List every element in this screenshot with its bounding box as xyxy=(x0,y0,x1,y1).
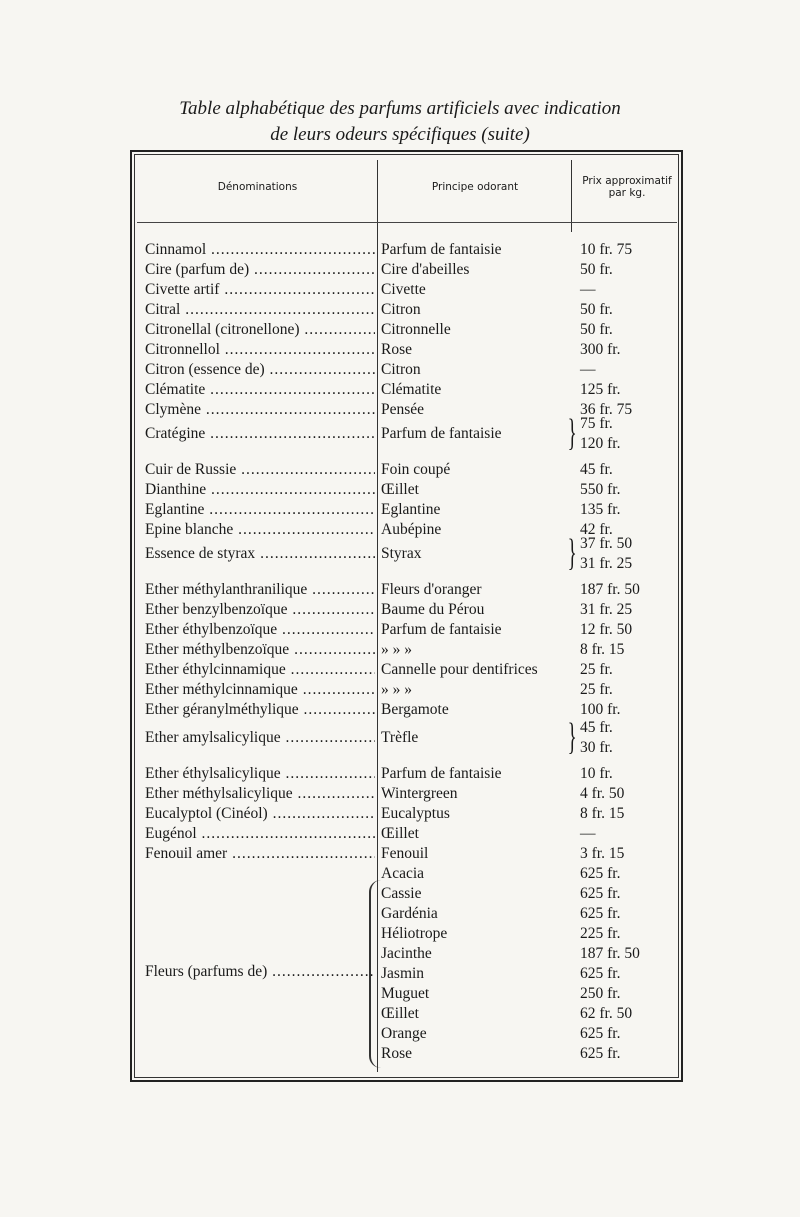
row-principle: Baume du Pérou xyxy=(381,601,485,618)
row-price: 31 fr. 25 xyxy=(580,601,633,618)
row-price: 250 fr. xyxy=(580,985,621,1002)
header-principe: Principe odorant xyxy=(431,181,519,193)
row-principle: Parfum de fantaisie xyxy=(381,425,502,442)
row-principle: Aubépine xyxy=(381,521,442,538)
row-name: Ether amylsalicylique ..... xyxy=(145,728,375,748)
row-price: 10 fr. xyxy=(580,765,613,782)
row-price: 12 fr. 50 xyxy=(580,621,633,638)
row-principle: Civette xyxy=(381,281,426,298)
row-principle: Cassie xyxy=(381,885,422,902)
row-principle: Héliotrope xyxy=(381,925,448,942)
row-name: Citral ..... xyxy=(145,300,375,320)
row-principle: Parfum de fantaisie xyxy=(381,621,502,638)
row-name: Ether géranylméthylique ..... xyxy=(145,700,375,720)
row-principle: Rose xyxy=(381,341,412,358)
row-principle: Eglantine xyxy=(381,501,441,518)
row-principle: Muguet xyxy=(381,985,430,1002)
row-principle: Acacia xyxy=(381,865,425,882)
row-principle: Orange xyxy=(381,1025,427,1042)
row-price: — xyxy=(580,281,596,298)
brace-icon: } xyxy=(567,532,577,574)
row-principle: Wintergreen xyxy=(381,785,458,802)
row-name: Cinnamol ..... xyxy=(145,240,375,260)
header-prix-line-2: par kg. xyxy=(608,187,646,199)
row-price: 625 fr. xyxy=(580,885,621,902)
row-name: Fenouil amer ..... xyxy=(145,844,375,864)
row-price: 75 fr. xyxy=(580,415,613,432)
row-principle: » » » xyxy=(381,681,412,698)
row-name: Dianthine ..... xyxy=(145,480,375,500)
row-principle: Parfum de fantaisie xyxy=(381,765,502,782)
row-name: Eglantine ..... xyxy=(145,500,375,520)
row-name: Citronnellol ..... xyxy=(145,340,375,360)
row-principle: Bergamote xyxy=(381,701,449,718)
row-price: 36 fr. 75 xyxy=(580,401,633,418)
row-price: 100 fr. xyxy=(580,701,621,718)
title-line-2: de leurs odeurs spécifiques (suite) xyxy=(270,124,530,145)
row-price: 4 fr. 50 xyxy=(580,785,625,802)
row-price: 125 fr. xyxy=(580,381,621,398)
row-name: Citron (essence de) ..... xyxy=(145,360,375,380)
row-price-2: 31 fr. 25 xyxy=(580,555,633,572)
row-principle: Œillet xyxy=(381,825,419,842)
row-name: Ether méthylcinnamique ..... xyxy=(145,680,375,700)
row-principle: Eucalyptus xyxy=(381,805,450,822)
row-price: 550 fr. xyxy=(580,481,621,498)
row-principle: Trèfle xyxy=(381,729,419,746)
row-price-2: 120 fr. xyxy=(580,435,621,452)
row-price: 45 fr. xyxy=(580,719,613,736)
row-price: 3 fr. 15 xyxy=(580,845,625,862)
row-price: 45 fr. xyxy=(580,461,613,478)
row-name: Ether éthylcinnamique ..... xyxy=(145,660,375,680)
row-price: 50 fr. xyxy=(580,301,613,318)
page-title xyxy=(0,96,800,148)
row-price-2: 30 fr. xyxy=(580,739,613,756)
row-name: Clématite ..... xyxy=(145,380,375,400)
row-name: Ether éthylbenzoïque ..... xyxy=(145,620,375,640)
row-price: 625 fr. xyxy=(580,965,621,982)
row-price: 625 fr. xyxy=(580,1045,621,1062)
row-name: Citronellal (citronellone) ..... xyxy=(145,320,375,340)
row-name: Ether méthylbenzoïque ..... xyxy=(145,640,375,660)
row-principle: Clématite xyxy=(381,381,442,398)
row-price: 25 fr. xyxy=(580,681,613,698)
row-price: 187 fr. 50 xyxy=(580,945,640,962)
row-name: Clymène ..... xyxy=(145,400,375,420)
row-principle: Fenouil xyxy=(381,845,429,862)
row-principle: Fleurs d'oranger xyxy=(381,581,482,598)
row-principle: Rose xyxy=(381,1045,412,1062)
row-price: 625 fr. xyxy=(580,1025,621,1042)
row-price: — xyxy=(580,361,596,378)
row-principle: » » » xyxy=(381,641,412,658)
row-principle: Jacinthe xyxy=(381,945,432,962)
row-price: 625 fr. xyxy=(580,865,621,882)
row-name: Ether méthylsalicylique ..... xyxy=(145,784,375,804)
row-name: Essence de styrax ..... xyxy=(145,544,375,564)
row-principle: Gardénia xyxy=(381,905,438,922)
row-name: Ether benzylbenzoïque ..... xyxy=(145,600,375,620)
row-price: — xyxy=(580,825,596,842)
row-price: 625 fr. xyxy=(580,905,621,922)
row-name: Civette artif ..... xyxy=(145,280,375,300)
row-name: Cire (parfum de) ..... xyxy=(145,260,375,280)
row-price: 25 fr. xyxy=(580,661,613,678)
row-principle: Styrax xyxy=(381,545,422,562)
row-price: 225 fr. xyxy=(580,925,621,942)
row-name: Epine blanche ..... xyxy=(145,520,375,540)
row-price: 187 fr. 50 xyxy=(580,581,640,598)
row-name: Cratégine ..... xyxy=(145,424,375,444)
row-principle: Œillet xyxy=(381,481,419,498)
row-name: Cuir de Russie ..... xyxy=(145,460,375,480)
row-name: Fleurs (parfums de) ..... xyxy=(145,962,375,982)
row-price: 135 fr. xyxy=(580,501,621,518)
row-price: 8 fr. 15 xyxy=(580,641,625,658)
brace-icon: } xyxy=(567,716,577,758)
row-principle: Cire d'abeilles xyxy=(381,261,470,278)
title-line-1: Table alphabétique des parfums artificiels avec indication xyxy=(179,98,621,119)
row-principle: Citron xyxy=(381,301,421,318)
row-price: 62 fr. 50 xyxy=(580,1005,633,1022)
row-name: Eucalyptol (Cinéol) ..... xyxy=(145,804,375,824)
row-price: 50 fr. xyxy=(580,321,613,338)
header-prix xyxy=(573,175,681,199)
header-prix-line-1: Prix approximatif xyxy=(582,175,672,187)
row-price: 8 fr. 15 xyxy=(580,805,625,822)
brace-fleurs xyxy=(369,880,381,1068)
row-price: 50 fr. xyxy=(580,261,613,278)
row-principle: Cannelle pour dentifrices xyxy=(381,661,538,678)
row-principle: Foin coupé xyxy=(381,461,451,478)
row-principle: Citron xyxy=(381,361,421,378)
row-name: Ether éthylsalicylique ..... xyxy=(145,764,375,784)
row-principle: Pensée xyxy=(381,401,425,418)
row-name: Eugénol ..... xyxy=(145,824,375,844)
row-principle: Jasmin xyxy=(381,965,425,982)
row-principle: Œillet xyxy=(381,1005,419,1022)
brace-icon: } xyxy=(567,412,577,454)
row-principle: Citronnelle xyxy=(381,321,451,338)
row-price: 10 fr. 75 xyxy=(580,241,633,258)
row-price: 300 fr. xyxy=(580,341,621,358)
row-principle: Parfum de fantaisie xyxy=(381,241,502,258)
row-name: Ether méthylanthranilique ..... xyxy=(145,580,375,600)
header-divider xyxy=(137,222,677,223)
row-price: 37 fr. 50 xyxy=(580,535,633,552)
header-denominations: Dénominations xyxy=(217,181,298,193)
row-price: 42 fr. xyxy=(580,521,613,538)
